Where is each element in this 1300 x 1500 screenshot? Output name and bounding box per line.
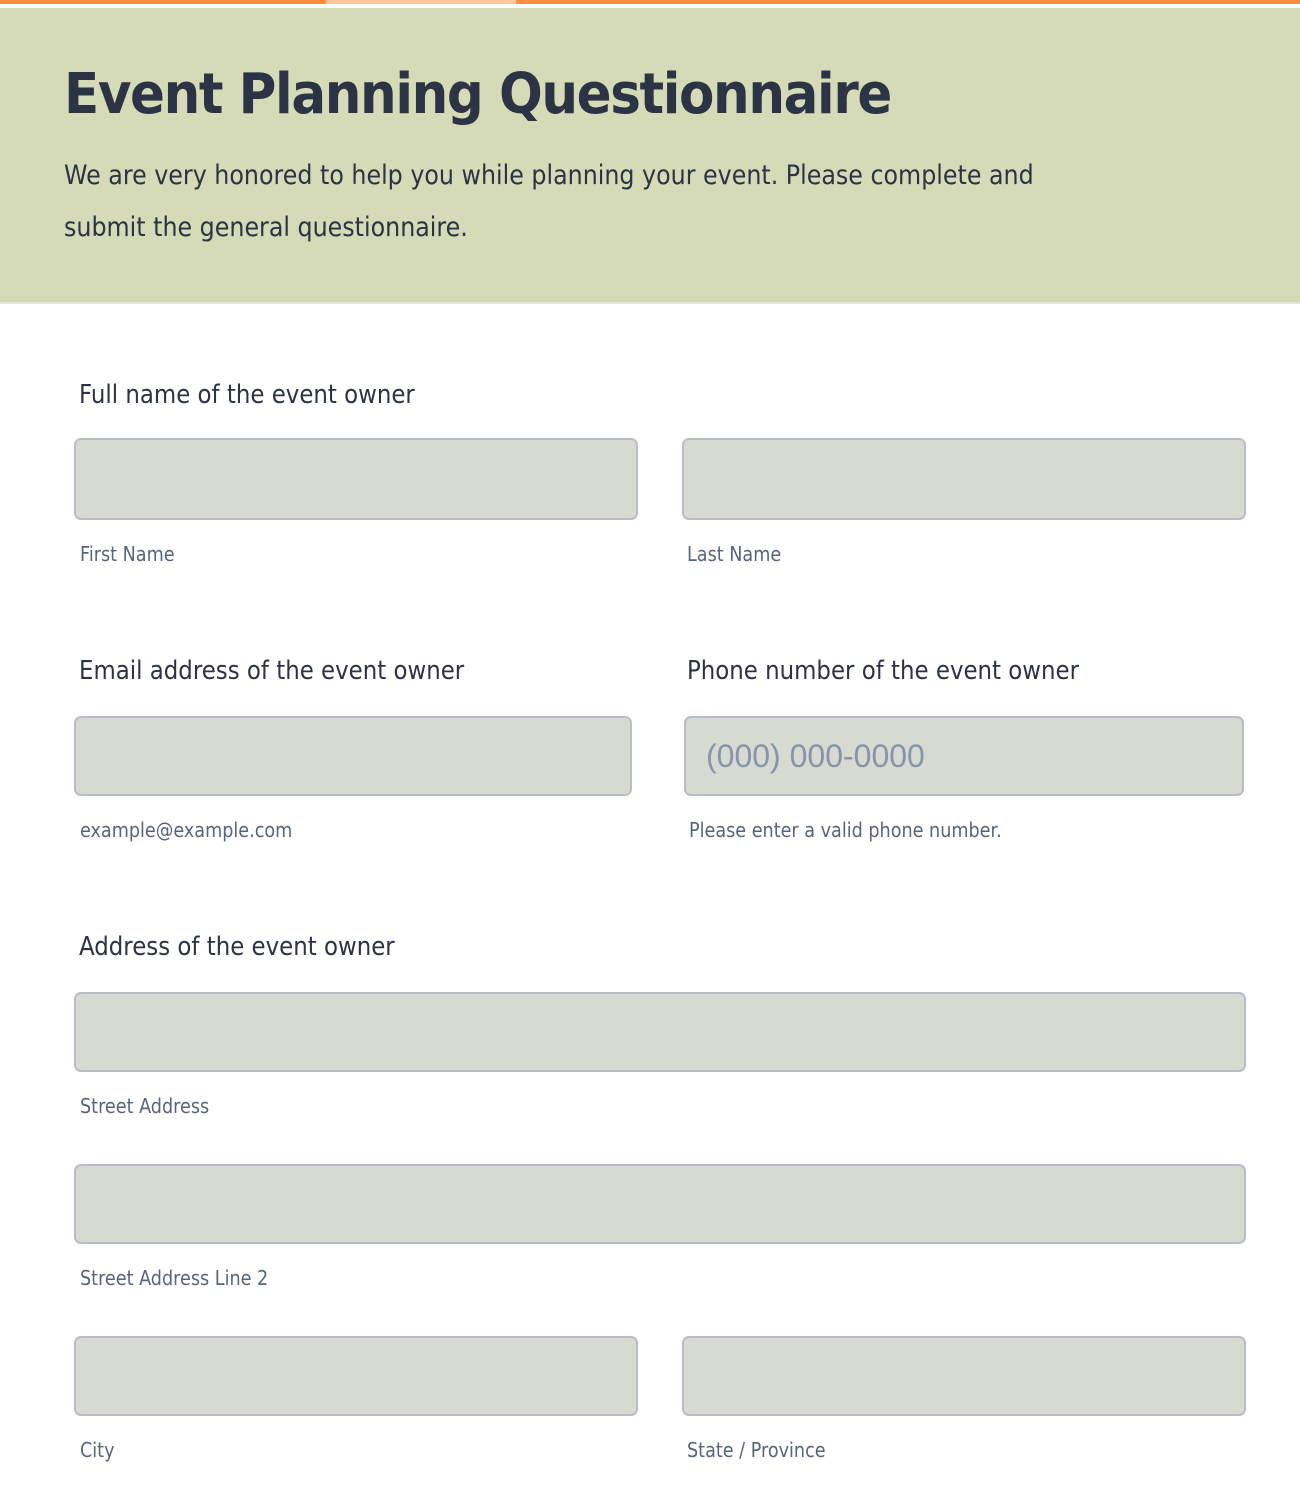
street-address-line2-input[interactable] — [74, 1164, 1246, 1244]
form-title: Event Planning Questionnaire — [64, 62, 891, 127]
last-name-sublabel: Last Name — [687, 542, 782, 566]
city-sublabel: City — [80, 1438, 115, 1462]
email-label: Email address of the event owner — [79, 656, 465, 686]
first-name-sublabel: First Name — [80, 542, 175, 566]
city-input[interactable] — [74, 1336, 638, 1416]
state-province-sublabel: State / Province — [687, 1438, 826, 1462]
full-name-label: Full name of the event owner — [79, 380, 415, 410]
street-address-sublabel: Street Address — [80, 1094, 210, 1118]
last-name-input[interactable] — [682, 438, 1246, 520]
address-label: Address of the event owner — [79, 932, 395, 962]
phone-sublabel: Please enter a valid phone number. — [689, 818, 1002, 842]
email-sublabel: example@example.com — [80, 818, 293, 842]
street-address-line2-sublabel: Street Address Line 2 — [80, 1266, 269, 1290]
phone-input[interactable] — [684, 716, 1244, 796]
email-input[interactable] — [74, 716, 632, 796]
form-subtitle: We are very honored to help you while planning your event. Please complete and submit the general questionnaire. — [64, 160, 1034, 243]
phone-label: Phone number of the event owner — [687, 656, 1079, 686]
street-address-input[interactable] — [74, 992, 1246, 1072]
state-province-input[interactable] — [682, 1336, 1246, 1416]
first-name-input[interactable] — [74, 438, 638, 520]
